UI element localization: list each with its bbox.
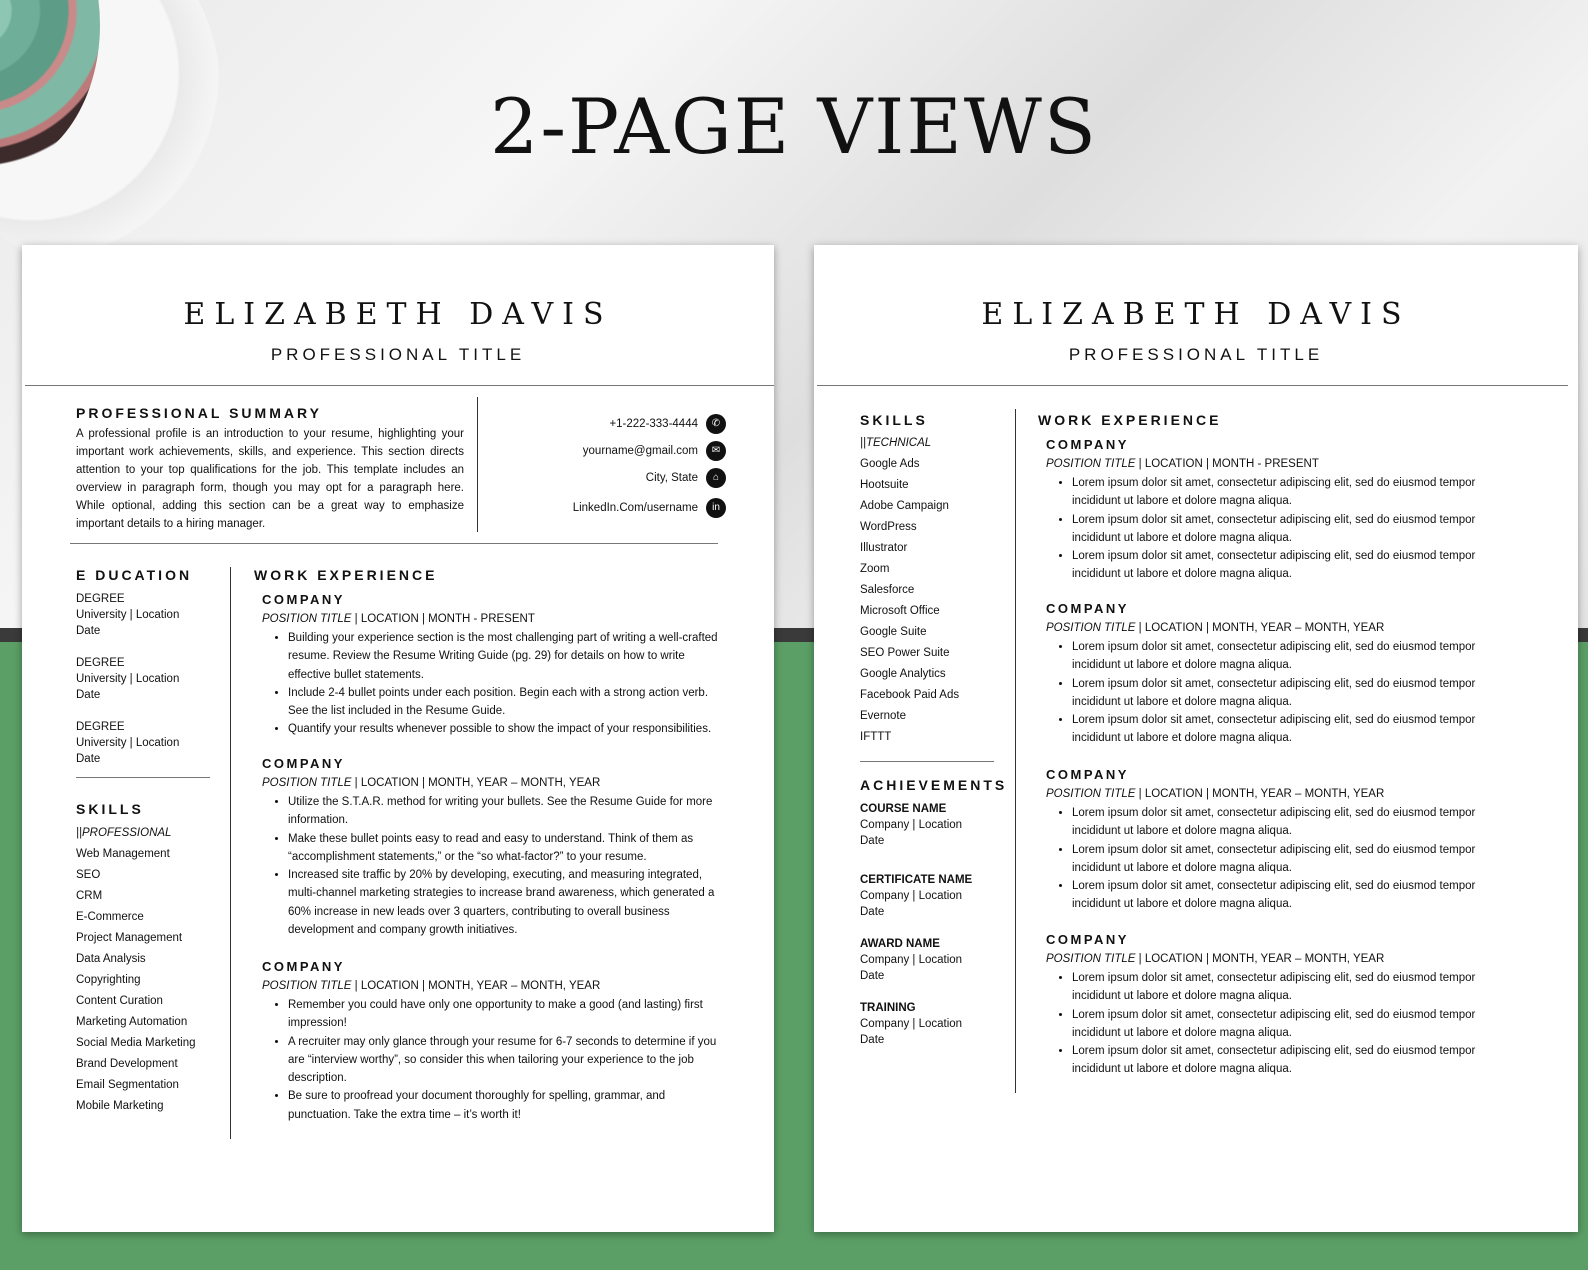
achievements-heading: ACHIEVEMENTS: [860, 777, 1008, 793]
education-entry: DEGREE University | Location Date: [76, 657, 180, 701]
bullet-item: • Lorem ipsum dolor sit amet, consectetur adipiscing elit, sed do eiusmod tempor incididunt ut labore et dolore magna aliqua.: [1072, 1006, 1501, 1043]
bullet-item: • Building your experience section is the most challenging part of writing a well-crafted resume. Review the Resume Writing Guide (pg. 29) for details on how to write effective bullet statements.: [288, 629, 720, 684]
header-divider: [817, 385, 1568, 386]
achievement-org: Company | Location: [860, 954, 963, 966]
bullet-item: • Quantify your results whenever possible to show the impact of your responsibilities.: [288, 720, 720, 738]
summary-heading: PROFESSIONAL SUMMARY: [76, 405, 322, 421]
bullet-item: • Remember you could have only one opportunity to make a good (and lasting) first impression!: [288, 996, 720, 1033]
company-name: COMPANY: [262, 959, 345, 974]
skill-item: Marketing Automation: [76, 1016, 188, 1028]
position-title: POSITION TITLE: [1046, 622, 1136, 634]
company-name: COMPANY: [262, 592, 345, 607]
resume-page-2: [814, 245, 1578, 1232]
linkedin-icon: in: [706, 498, 726, 518]
bullet-item: • Lorem ipsum dolor sit amet, consectetur adipiscing elit, sed do eiusmod tempor incididunt ut labore et dolore magna aliqua.: [1072, 675, 1501, 712]
position-line: [1046, 456, 1501, 473]
company-name: COMPANY: [1046, 767, 1129, 782]
resume-name: ELIZABETH DAVIS: [183, 297, 613, 332]
skill-item: Social Media Marketing: [76, 1037, 196, 1049]
summary-text: A professional profile is an introduction to your resume, highlighting your important work achievements, skills, and experience. This section directs attention to your top qualifications for the job. This template includes an overview in paragraph form, though you may opt for a paragraph here. While optional, adding this section can be a great way to emphasize important details to a hiring manager.: [76, 428, 464, 530]
achievement-name: COURSE NAME: [860, 803, 947, 815]
header-divider: [25, 385, 774, 386]
position-details: | LOCATION | MONTH, YEAR – MONTH, YEAR: [1135, 788, 1385, 800]
skill-item: SEO Power Suite: [860, 647, 950, 659]
skill-item: Hootsuite: [860, 479, 909, 491]
position-details: | LOCATION | MONTH, YEAR – MONTH, YEAR: [351, 777, 601, 789]
bullet-item: • Lorem ipsum dolor sit amet, consectetur adipiscing elit, sed do eiusmod tempor incididunt ut labore et dolore magna aliqua.: [1072, 969, 1501, 1006]
contact-linkedin: LinkedIn.Com/username in: [476, 497, 726, 519]
company-name: COMPANY: [262, 756, 345, 771]
summary-bottom-divider: [70, 543, 718, 544]
skill-item: Project Management: [76, 932, 183, 944]
education-entry: DEGREE University | Location Date: [76, 721, 180, 765]
achievement-entry: [860, 1000, 962, 1048]
position-line: [262, 978, 720, 995]
company-name: COMPANY: [1046, 437, 1129, 452]
position-line: [262, 775, 720, 792]
position-title: POSITION TITLE: [1046, 788, 1136, 800]
skill-item: Salesforce: [860, 584, 915, 596]
company-name: COMPANY: [1046, 601, 1129, 616]
achievement-date: Date: [860, 1034, 885, 1046]
column-divider: [230, 567, 231, 1139]
skills-heading: SKILLS: [860, 412, 928, 428]
professional-title: PROFESSIONAL TITLE: [1068, 345, 1324, 364]
company-name: COMPANY: [1046, 932, 1129, 947]
work-heading: WORK EXPERIENCE: [254, 567, 438, 583]
achievement-entry: [860, 936, 962, 984]
bullet-item: • Lorem ipsum dolor sit amet, consectetur adipiscing elit, sed do eiusmod tempor incididunt ut labore et dolore magna aliqua.: [1072, 877, 1501, 914]
skill-item: Mobile Marketing: [76, 1100, 164, 1112]
skill-item: Microsoft Office: [860, 605, 940, 617]
bullet-item: • A recruiter may only glance through your resume for 6-7 seconds to determine if you are “interview worthy”, so consider this when tailoring your experience to the job description.: [288, 1033, 720, 1088]
position-title: POSITION TITLE: [262, 980, 352, 992]
skill-item: Facebook Paid Ads: [860, 689, 960, 701]
position-title: POSITION TITLE: [262, 777, 352, 789]
bullet-item: • Lorem ipsum dolor sit amet, consectetur adipiscing elit, sed do eiusmod tempor incididunt ut labore et dolore magna aliqua.: [1072, 474, 1501, 511]
position-title: POSITION TITLE: [1046, 458, 1136, 470]
achievement-name: CERTIFICATE NAME: [860, 874, 973, 886]
headline: 2-PAGE VIEWS: [490, 82, 1098, 171]
skill-item: Google Analytics: [860, 668, 946, 680]
job-entry: [1046, 767, 1501, 914]
bullet-item: • Lorem ipsum dolor sit amet, consectetur adipiscing elit, sed do eiusmod tempor incididunt ut labore et dolore magna aliqua.: [1072, 547, 1501, 584]
bullet-item: • Lorem ipsum dolor sit amet, consectetur adipiscing elit, sed do eiusmod tempor incididunt ut labore et dolore magna aliqua.: [1072, 711, 1501, 748]
skill-item: Brand Development: [76, 1058, 178, 1070]
position-line: [1046, 620, 1501, 637]
job-entry: [1046, 437, 1501, 584]
skill-item: Illustrator: [860, 542, 908, 554]
achievement-date: Date: [860, 906, 885, 918]
bullet-item: • Utilize the S.T.A.R. method for writing your bullets. See the Resume Guide for more information.: [288, 793, 720, 830]
phone-icon: ✆: [706, 414, 726, 434]
achievement-entry: [860, 872, 972, 920]
bullet-item: • Lorem ipsum dolor sit amet, consectetur adipiscing elit, sed do eiusmod tempor incididunt ut labore et dolore magna aliqua.: [1072, 511, 1501, 548]
column-divider: [1015, 409, 1016, 1093]
contact-phone: +1-222-333-4444 ✆: [476, 413, 726, 435]
bullet-item: • Make these bullet points easy to read and easy to understand. Think of them as “accomplishment statements,” or the “so what-factor?” to your resume.: [288, 830, 720, 867]
job-entry: [1046, 601, 1501, 748]
bullet-item: • Lorem ipsum dolor sit amet, consectetur adipiscing elit, sed do eiusmod tempor incididunt ut labore et dolore magna aliqua.: [1072, 804, 1501, 841]
bullet-item: • Include 2-4 bullet points under each position. Begin each with a strong action verb. See the list included in the Resume Guide.: [288, 684, 720, 721]
job-entry: [1046, 932, 1501, 1079]
contact-location: City, State ⌂: [476, 467, 726, 489]
bullet-list: [262, 629, 720, 739]
achievement-entry: [860, 801, 962, 849]
bullet-item: • Lorem ipsum dolor sit amet, consectetur adipiscing elit, sed do eiusmod tempor incididunt ut labore et dolore magna aliqua.: [1072, 1042, 1501, 1079]
skill-item: Adobe Campaign: [860, 500, 949, 512]
skill-item: Evernote: [860, 710, 907, 722]
skill-item: Google Ads: [860, 458, 920, 470]
position-details: | LOCATION | MONTH, YEAR – MONTH, YEAR: [1135, 622, 1385, 634]
skills-divider: [860, 761, 994, 762]
skill-item: Copyrighting: [76, 974, 141, 986]
skill-item: CRM: [76, 890, 103, 902]
position-details: | LOCATION | MONTH, YEAR – MONTH, YEAR: [1135, 953, 1385, 965]
skill-item: Zoom: [860, 563, 890, 575]
position-details: | LOCATION | MONTH, YEAR – MONTH, YEAR: [351, 980, 601, 992]
skills-subheading: ||PROFESSIONAL: [76, 827, 172, 839]
achievement-org: Company | Location: [860, 890, 963, 902]
skills-list: [860, 433, 959, 748]
skills-list: [76, 823, 196, 1117]
bullet-item: • Lorem ipsum dolor sit amet, consectetur adipiscing elit, sed do eiusmod tempor incididunt ut labore et dolore magna aliqua.: [1072, 841, 1501, 878]
position-details: | LOCATION | MONTH - PRESENT: [351, 613, 535, 625]
position-line: [1046, 786, 1501, 803]
bullet-list: [1046, 474, 1501, 584]
skill-item: Content Curation: [76, 995, 163, 1007]
bullet-list: [262, 996, 720, 1124]
position-title: POSITION TITLE: [1046, 953, 1136, 965]
skill-item: E-Commerce: [76, 911, 144, 923]
position-line: [262, 611, 720, 628]
bullet-item: • Be sure to proofread your document thoroughly for spelling, grammar, and punctuation. Take the extra time – it’s worth it!: [288, 1087, 720, 1124]
work-heading: WORK EXPERIENCE: [1038, 412, 1222, 428]
bullet-item: • Lorem ipsum dolor sit amet, consectetur adipiscing elit, sed do eiusmod tempor incididunt ut labore et dolore magna aliqua.: [1072, 638, 1501, 675]
bullet-list: [262, 793, 720, 939]
contact-email: yourname@gmail.com ✉: [476, 440, 726, 462]
position-title: POSITION TITLE: [262, 613, 352, 625]
skill-item: Google Suite: [860, 626, 927, 638]
bullet-list: [1046, 969, 1501, 1079]
skill-item: SEO: [76, 869, 101, 881]
education-entry: DEGREE University | Location Date: [76, 593, 180, 637]
skills-subheading: ||TECHNICAL: [860, 437, 932, 449]
professional-title: PROFESSIONAL TITLE: [270, 345, 526, 364]
home-icon: ⌂: [706, 468, 726, 488]
email-icon: ✉: [706, 441, 726, 461]
job-entry: [262, 959, 720, 1124]
bullet-list: [1046, 804, 1501, 914]
achievement-name: AWARD NAME: [860, 938, 940, 950]
achievement-org: Company | Location: [860, 819, 963, 831]
position-details: | LOCATION | MONTH - PRESENT: [1135, 458, 1319, 470]
skill-item: Email Segmentation: [76, 1079, 179, 1091]
resume-page-1: [22, 245, 774, 1232]
education-heading: E DUCATION: [76, 567, 193, 583]
achievement-name: TRAINING: [860, 1002, 916, 1014]
bullet-item: • Increased site traffic by 20% by developing, executing, and measuring integrated, multi-channel marketing strategies to increase brand awareness, which generated a 60% increase in new leads over 3 quarters, contributing to overall business development and company growth initiatives.: [288, 866, 720, 939]
skills-heading: SKILLS: [76, 801, 144, 817]
job-entry: [262, 756, 720, 939]
job-entry: [262, 592, 720, 739]
skill-item: WordPress: [860, 521, 917, 533]
achievement-date: Date: [860, 970, 885, 982]
bullet-list: [1046, 638, 1501, 748]
achievement-date: Date: [860, 835, 885, 847]
skill-item: Data Analysis: [76, 953, 146, 965]
skill-item: IFTTT: [860, 731, 892, 743]
achievement-org: Company | Location: [860, 1018, 963, 1030]
skill-item: Web Management: [76, 848, 170, 860]
resume-name: ELIZABETH DAVIS: [981, 297, 1411, 332]
education-divider: [76, 777, 210, 778]
position-line: [1046, 951, 1501, 968]
